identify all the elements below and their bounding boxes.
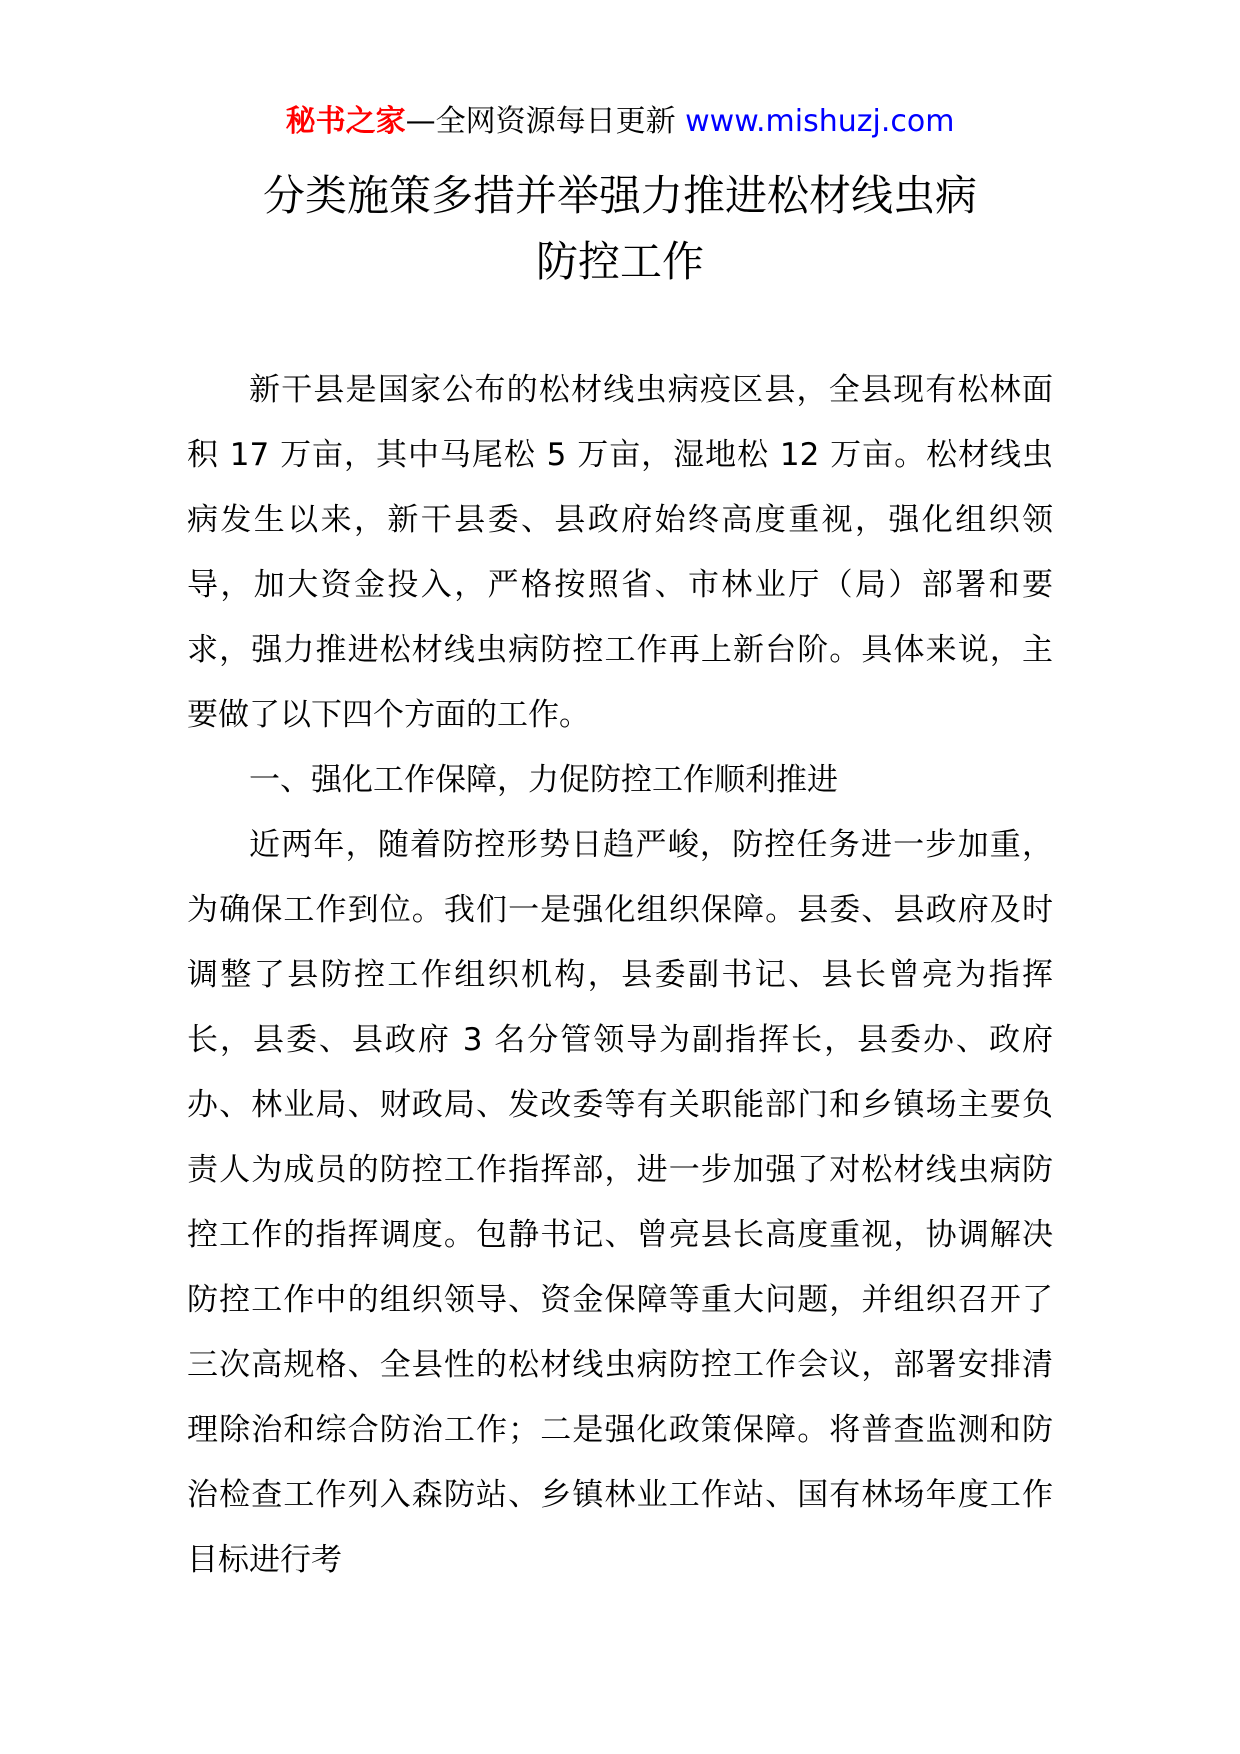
site-header xyxy=(0,102,1240,142)
paragraph-section-1: 近两年，随着防控形势日趋严峻，防控任务进一步加重，为确保工作到位。我们一是强化组织保障。县委、县政府及时调整了县防控工作组织机构，县委副书记、县长曾亮为指挥长，县委、县政府 3 名分管领导为副指挥长，县委办、政府办、林业局、财政局、发改委等有关职能部门和乡镇场主要负责人为成员的防控工作指挥部，进一步加强了对松材线虫病防控工作的指挥调度。包静书记、曾亮县长高度重视，协调解决防控工作中的组织领导、资金保障等重大问题，并组织召开了三次高规格、全县性的松材线虫病防控工作会议，部署安排清理除治和综合防治工作；二是强化政策保障。将普查监测和防治检查工作列入森防站、乡镇林业工作站、国有林场年度工作目标进行考 xyxy=(187,827,1053,1578)
title-line-2: 防控工作 xyxy=(535,237,704,286)
document-title xyxy=(0,163,1240,295)
document-body xyxy=(187,358,1053,1593)
site-url: www.mishuzj.com xyxy=(685,104,955,139)
header-tagline: —全网资源每日更新 xyxy=(405,104,676,139)
title-line-1: 分类施策多措并举强力推进松材线虫病 xyxy=(262,171,977,220)
brand-name: 秘书之家 xyxy=(285,104,406,139)
paragraph-intro: 新干县是国家公布的松材线虫病疫区县，全县现有松林面积 17 万亩，其中马尾松 5 万亩，湿地松 12 万亩。松材线虫病发生以来，新干县委、县政府始终高度重视，强化组织领导，加大资金投入，严格按照省、市林业厅（局）部署和要求，强力推进松材线虫病防控工作再上新台阶。具体来说，主要做了以下四个方面的工作。 xyxy=(187,372,1053,733)
section-heading: 一、强化工作保障，力促防控工作顺利推进 xyxy=(249,762,838,798)
